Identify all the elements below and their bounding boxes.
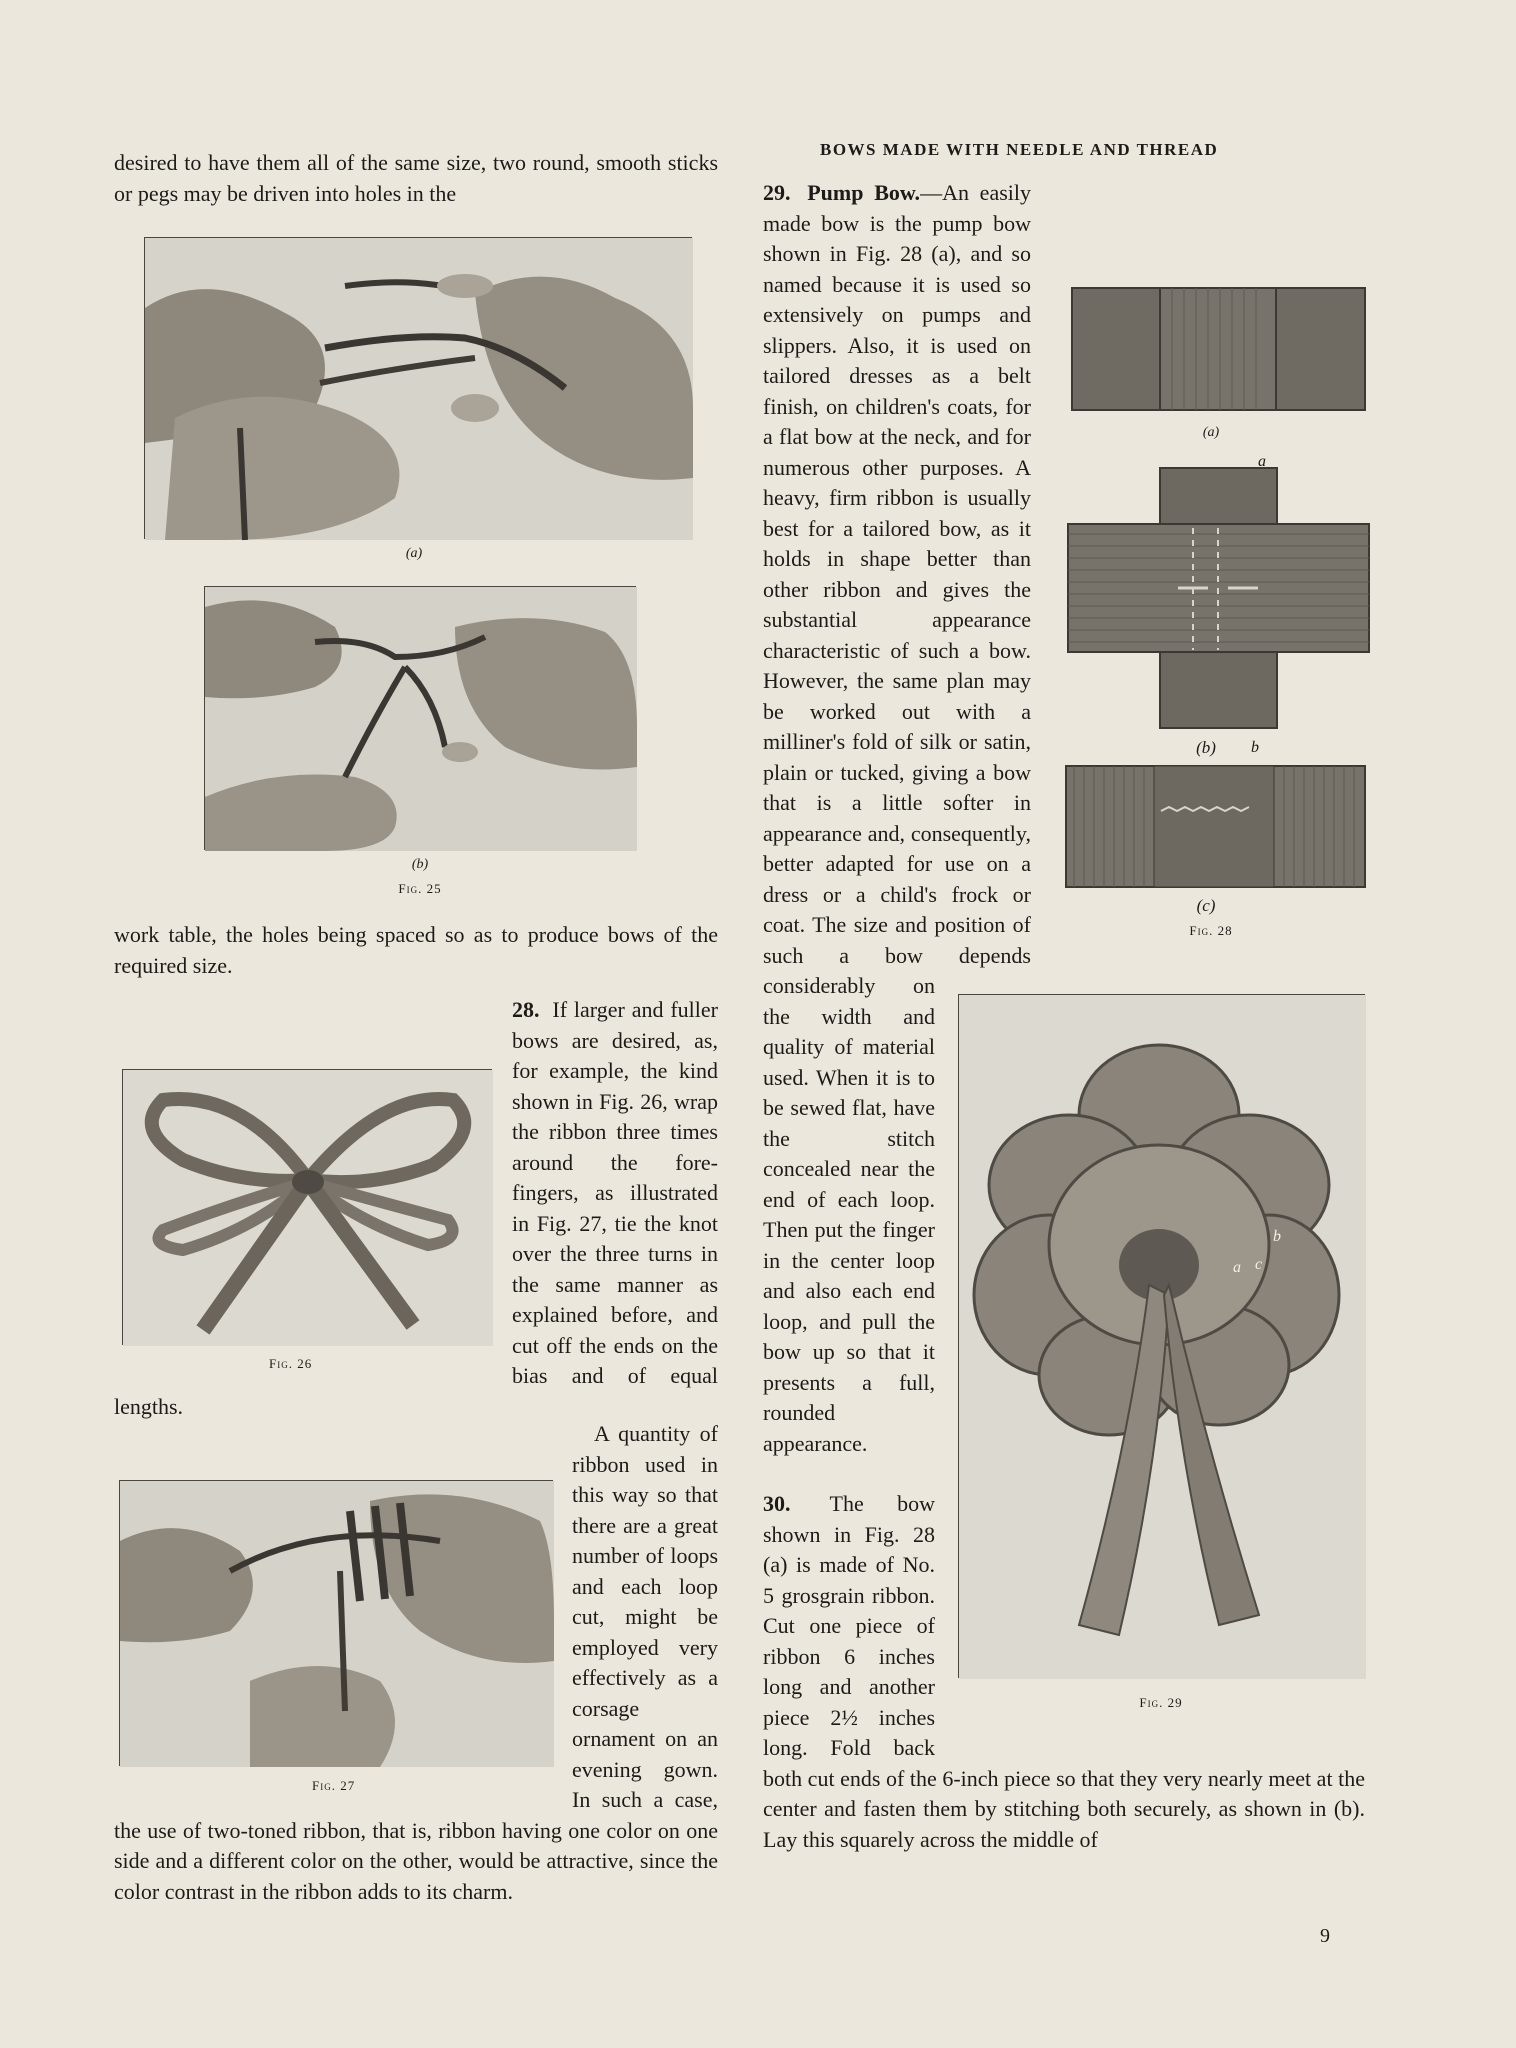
section-28-number: 28. — [512, 997, 540, 1022]
section-30-text: The bow shown in Fig. 28 (a) is made of No. 5 grosgrain ribbon. Cut one piece of ribbon 6 inches long and another piece 2½ inches long. Fold back both cut ends of the 6-inch piece so that they very nearly meet at the center and fasten them by stitching both securely, as shown in (b). Lay this squarely across the middle of — [763, 1491, 1365, 1852]
section-29-title: Pump Bow. — [807, 180, 921, 205]
section-28-text: If larger and fuller bows are desired, as, for example, the kind shown in Fig. 26, wrap the ribbon three times around the fore-fingers, as illustrated in Fig. 27, tie the knot over the three turns in the same manner as explained before, and cut off the ends on the bias and of equal lengths. — [114, 997, 718, 1419]
fig26-label: Fig. 26 — [269, 1356, 313, 1371]
fig26-float — [114, 1061, 498, 1371]
fig29-mark-a: a — [1233, 1259, 1241, 1276]
fig28-label: Fig. 28 — [1189, 923, 1233, 938]
fig28a-caption: (a) — [1202, 425, 1220, 440]
section-29-text: —An easily made bow is the pump bow shown in Fig. 28 (a), and so named because it is used so extensively on pumps and slippers. Also, it is used on tailored dresses as a belt finish, on children's coats, for a flat bow at the neck, and for numerous other purposes. A heavy, firm ribbon is usually best for a tailored bow, as it holds in shape better than other ribbon and gives the substantial appearance characteristic of such a bow. However, the same plan may be worked out with a milliner's fold of silk or satin, plain or tucked, giving a bow that is a little softer in appearance and, consequently, better adapted for use on a dress or a child's frock or coat. The size and position of such a bow depends considerably on the width and quality of material used. When it is to be sewed flat, have the stitch concealed near the end of each loop. Then put the finger in the center loop and also each end loop, and pull the bow up so that it presents a full, rounded appearance. — [763, 180, 1031, 1456]
section-29 — [763, 178, 1365, 1852]
page-number: 9 — [1320, 1925, 1330, 1947]
fig28-float — [1043, 239, 1365, 999]
fig27-label: Fig. 27 — [312, 1778, 356, 1793]
fig28b-caption: (b) — [1196, 738, 1216, 757]
fig28c-ribbon — [1066, 766, 1365, 887]
section-29-number: 29. — [763, 180, 791, 205]
fig29-label: Fig. 29 — [1139, 1695, 1183, 1710]
paragraph-work-table: work table, the holes being spaced so as to produce bows of the required size. — [114, 922, 718, 978]
fig29-photo — [958, 994, 1365, 1678]
fig26-photo — [122, 1069, 492, 1345]
fig28a-ribbon — [1072, 288, 1365, 410]
fig28c-caption: (c) — [1196, 896, 1216, 915]
running-head: BOWS MADE WITH NEEDLE AND THREAD — [820, 140, 1219, 159]
fig29-mark-c: c — [1255, 1256, 1263, 1273]
fig28b-mark-a: a — [1258, 453, 1266, 470]
fig27-photo — [119, 1480, 553, 1766]
fig28b-ribbon — [1068, 468, 1369, 728]
paragraph-corsage — [114, 1419, 718, 1903]
fig25a-photo — [144, 237, 692, 539]
fig25b-photo — [204, 586, 636, 850]
fig25a-caption: (a) — [405, 546, 423, 561]
fig28b-mark-b: b — [1251, 739, 1259, 756]
section-28 — [114, 995, 718, 1419]
paragraph-corsage-text: A quantity of ribbon used in this way so that there are a great number of loops and each loop cut, might be employed very effectively as a corsage ornament on an evening gown. In such a case, the use of two-toned ribbon, that is, ribbon having one color on one side and a different color on the other, would be attractive, since the color contrast in the ribbon adds to its charm. — [114, 1421, 718, 1904]
paragraph-intro: desired to have them all of the same size, two round, smooth sticks or pegs may be driven into holes in the — [114, 150, 718, 206]
fig25b-caption: (b) — [411, 857, 429, 872]
fig29-mark-b: b — [1273, 1228, 1281, 1245]
fig25-label: Fig. 25 — [398, 881, 442, 896]
fig27-float — [114, 1479, 560, 1797]
section-30-number: 30. — [763, 1491, 791, 1516]
fig29-float — [943, 994, 1365, 1738]
